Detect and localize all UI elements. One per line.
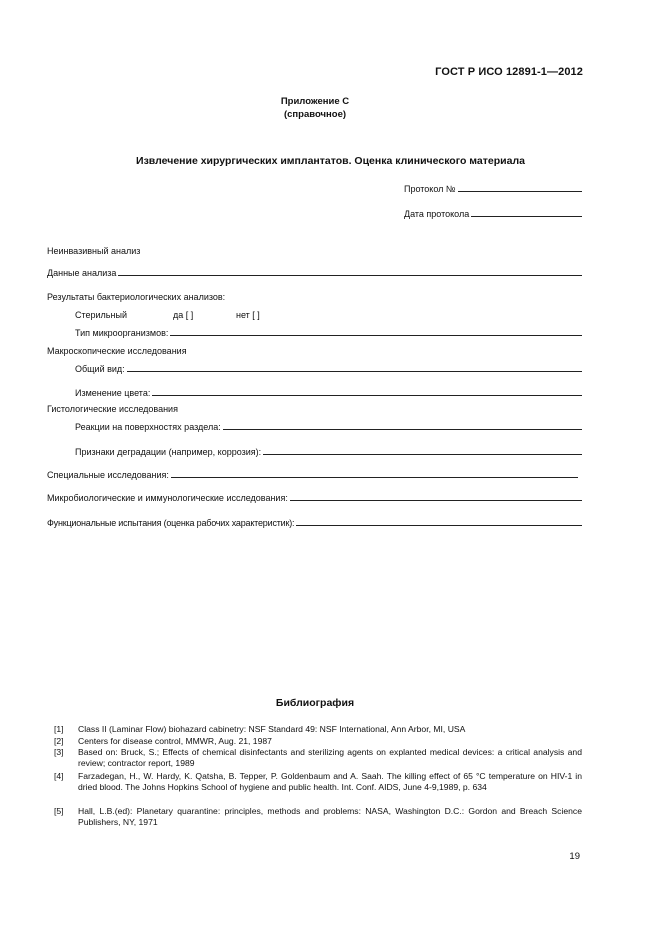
color-change-label: Изменение цвета: — [75, 388, 151, 398]
general-view-line[interactable] — [127, 370, 582, 372]
sterile-label: Стерильный — [75, 310, 127, 320]
reference-text: Farzadegan, H., W. Hardy, K. Qatsha, B. Tepper, P. Goldenbaum and A. Saah. The killing effect of 65 °C temperature on HIV-1 in dried blood. The Johns Hopkins School of hygiene and public health. Int. Conf. AIDS, June 4-9,1989, p. 634 — [78, 771, 582, 792]
protocol-line[interactable] — [458, 190, 582, 192]
page-number: 19 — [569, 851, 580, 862]
histologic-heading: Гистологические исследования — [47, 404, 178, 414]
macroscopic-heading: Макроскопические исследования — [47, 346, 187, 356]
microbio-immuno-line[interactable] — [290, 499, 582, 501]
general-view-field[interactable] — [75, 362, 582, 374]
bacterio-heading: Результаты бактериологических анализов: — [47, 292, 226, 302]
microorganism-field[interactable] — [75, 326, 582, 338]
reference-item — [54, 736, 582, 747]
reference-number: [1] — [54, 724, 64, 734]
protocol-date-field[interactable] — [404, 207, 582, 219]
degradation-label: Признаки деградации (например, коррозия): — [75, 447, 262, 457]
reference-item — [54, 724, 582, 735]
analysis-data-label: Данные анализа — [47, 268, 117, 278]
microbio-immuno-label: Микробиологические и иммунологические исследования: — [47, 493, 288, 503]
surface-reactions-field[interactable] — [75, 420, 582, 432]
protocol-date-label: Дата протокола — [404, 209, 470, 219]
bibliography-title: Библиография — [275, 697, 355, 709]
surface-reactions-label: Реакции на поверхностях раздела: — [75, 422, 221, 432]
special-label: Специальные исследования: — [47, 470, 169, 480]
functional-label: Функциональные испытания (оценка рабочих характеристик): — [47, 518, 295, 528]
surface-reactions-line[interactable] — [223, 428, 582, 430]
special-field[interactable] — [47, 468, 578, 480]
noninvasive-heading: Неинвазивный анализ — [47, 246, 141, 256]
functional-field[interactable] — [47, 516, 582, 528]
reference-item — [54, 771, 582, 792]
reference-number: [4] — [54, 771, 64, 781]
microbio-immuno-field[interactable] — [47, 491, 582, 503]
protocol-label: Протокол № — [404, 184, 456, 194]
analysis-data-field[interactable] — [47, 266, 582, 278]
degradation-line[interactable] — [263, 453, 582, 455]
reference-item — [54, 747, 582, 768]
special-line[interactable] — [171, 476, 578, 478]
color-change-field[interactable] — [75, 386, 582, 398]
reference-item — [54, 806, 582, 827]
reference-text: Centers for disease control, MMWR, Aug. 21, 1987 — [78, 736, 272, 746]
reference-number: [5] — [54, 806, 64, 816]
microorganism-label: Тип микроорганизмов: — [75, 328, 169, 338]
reference-number: [2] — [54, 736, 64, 746]
analysis-data-line[interactable] — [118, 274, 582, 276]
functional-line[interactable] — [296, 524, 582, 526]
appendix-note: (справочное) — [283, 109, 347, 120]
general-view-label: Общий вид: — [75, 364, 125, 374]
no-checkbox[interactable]: нет [ ] — [236, 310, 260, 320]
yes-checkbox[interactable]: да [ ] — [173, 310, 194, 320]
reference-text: Based on: Bruck, S.; Effects of chemical disinfectants and sterilizing agents on explanted medical devices: a critical analysis and review; contractor report, 1989 — [78, 747, 582, 768]
reference-text: Class II (Laminar Flow) biohazard cabinetry: NSF Standard 49: NSF International, Ann Arbor, MI, USA — [78, 724, 466, 734]
microorganism-line[interactable] — [170, 334, 582, 336]
protocol-field[interactable] — [404, 182, 582, 194]
protocol-date-line[interactable] — [471, 215, 582, 217]
reference-number: [3] — [54, 747, 64, 757]
degradation-field[interactable] — [75, 445, 582, 457]
appendix-title: Приложение С — [280, 96, 350, 107]
color-change-line[interactable] — [152, 394, 582, 396]
form-title: Извлечение хирургических имплантатов. Оценка клинического материала — [136, 155, 525, 167]
standard-header: ГОСТ Р ИСО 12891-1—2012 — [435, 66, 583, 78]
reference-text: Hall, L.B.(ed): Planetary quarantine: principles, methods and problems: NASA, Washington D.C.: Gordon and Breach Science Publishers, NY, 1971 — [78, 806, 582, 827]
